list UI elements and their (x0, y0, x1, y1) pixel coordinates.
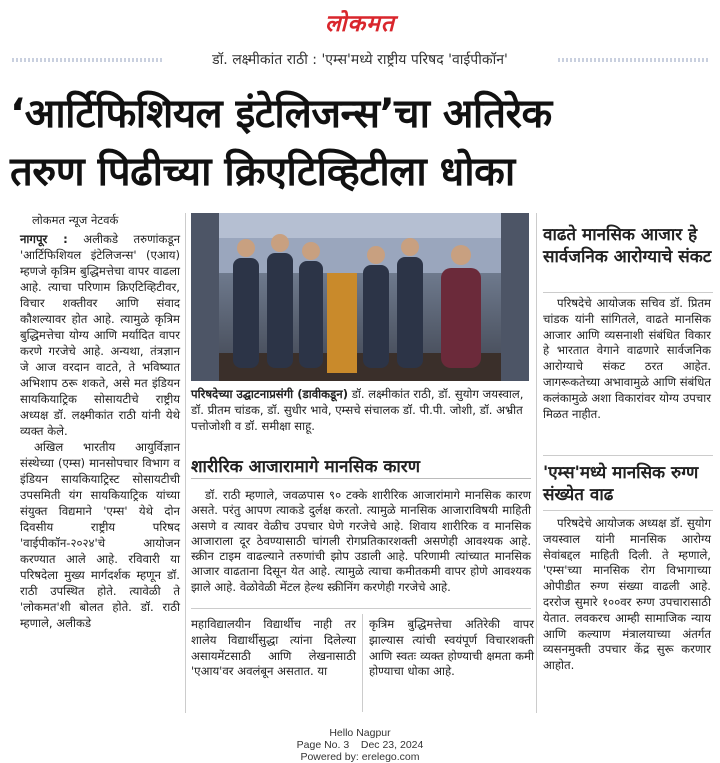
caption-lead: परिषदेच्या उद्घाटनाप्रसंगी (डावीकडून) (191, 387, 348, 401)
footer-page-date (0, 739, 720, 751)
lokmat-logo: लोकमत (324, 11, 396, 37)
right-subhead-1: वाढते मानसिक आजार हे सार्वजनिक आरोग्याचे संकट (543, 225, 712, 267)
kicker-bar (12, 47, 708, 73)
right-paragraph-2: परिषदेचे आयोजक अध्यक्ष डॉ. सुयोग जयस्वाल यांनी मानसिक आरोग्य सेवांबद्दल माहिती दिली. ते म्हणाले, 'एम्स'च्या मानसिक रोग विभागाच्या ओपीडीत रुग्ण संख्या वाढली आहे. दररोज सुमारे १००वर रुग्ण उपचारासाठी येतात. लवकरच आम्ही सामाजिक न्याय आणि कल्याण मंत्रालयाच्या अंतर्गत व्यसनमुक्ती उपचार केंद्र सुरू करणार आहोत. (543, 516, 711, 673)
column-divider (536, 213, 537, 713)
mid-column-a: महाविद्यालयीन विद्यार्थीच नाही तर शालेय विद्यार्थीसुद्धा त्यांना दिलेल्या असायमेंटसाठी आणि लेखनासाठी 'एआय'वर अवलंबून असतात. या (191, 617, 356, 679)
mid-column-b: कृत्रिम बुद्धिमत्तेचा अतिरेकी वापर झाल्यास त्यांची स्वयंपूर्ण विचारशक्ती आणि स्वतः व्यक्त होण्याची क्षमता कमी होण्याचा धोका आहे. (369, 617, 534, 679)
caption-text: डॉ. लक्ष्मीकांत राठी, डॉ. सुयोग जयस्वाल, डॉ. प्रीतम चांडक, डॉ. सुधीर भावे, एम्सचे संचालक डॉ. पी.पी. जोशी, डॉ. अभ्रीत पत्तोजोशी व डॉ. समीक्षा साहू. (191, 387, 524, 433)
headline-line-1: ‘आर्टिफिशियल इंटेलिजन्स’चा अतिरेक (10, 91, 552, 137)
right-divider (543, 292, 713, 293)
event-photo (191, 213, 529, 381)
headline-line-2: तरुण पिढीच्या क्रिएटिव्हिटीला धोका (10, 149, 515, 195)
kicker: डॉ. लक्ष्मीकांत राठी : 'एम्स'मध्ये राष्ट्रीय परिषद 'वाईपीकॉन' (212, 52, 508, 68)
byline: लोकमत न्यूज नेटवर्क (32, 213, 119, 227)
masthead (0, 6, 720, 38)
kicker-stripe-left (12, 58, 162, 62)
paragraph-2: अखिल भारतीय आयुर्विज्ञान संस्थेच्या (एम्स) मानसोपचार विभाग व इंडियन सायकियाट्रिस्ट सोसायटीची उपसमिती यंग सायकियाट्रिक यांच्या संयुक्त विद्यमाने 'एम्स' येथे दोन दिवसीय राष्ट्रीय परिषद 'वाईपीकॉन-२०२४'चे आयोजन करण्यात आले आहे. रविवारी या परिषदेला मुख्य मार्गदर्शक म्हणून डॉ. राठी उपस्थित होते. त्यावेळी ते 'लोकमत'शी बोलत होते. डॉ. राठी म्हणाले, अलीकडे (20, 440, 180, 630)
paragraph-1-text: अलीकडे तरुणांकडून 'आर्टिफिशियल इंटेलिजन्स' (एआय) म्हणजे कृत्रिम बुद्धिमत्तेचा वापर वाढला आहे. त्याचा परिणाम क्रिएटिव्हिटीवर, विचार शक्तीवर आणि संवाद कौशल्यावर होत आहे. त्यामुळे कृत्रिम बुद्धिमत्तेचा योग्य आणि मर्यादित वापर करणे गरजेचे आहे. अन्यथा, तंत्रज्ञान जे आज वरदान वाटते, ते भविष्यात अभिशाप ठरू शकते, असे मत इंडियन सायकियाट्रिक सोसायटीचे राष्ट्रीय अध्यक्ष डॉ. लक्ष्मीकांत राठी यांनी येथे व्यक्त केले. (20, 232, 181, 438)
mid-column-divider (362, 614, 363, 712)
right-body-2 (543, 516, 711, 674)
right-body-1 (543, 296, 711, 422)
footer-page: Page No. 3 (296, 739, 350, 751)
story-column-1 (20, 231, 180, 631)
photo-caption (191, 386, 531, 434)
footer-edition: Hello Nagpur (329, 727, 391, 739)
right-subhead-2: 'एम्स'मध्ये मानसिक रुग्ण संख्येत वाढ (543, 463, 699, 505)
mid-divider (191, 608, 531, 609)
dateline: नागपूर : (20, 232, 68, 246)
paragraph-1 (20, 231, 180, 439)
footer-date: Dec 23, 2024 (360, 739, 424, 751)
mid-body (191, 488, 531, 595)
page-footer (0, 727, 720, 763)
photo-illustration (191, 213, 529, 381)
column-divider (185, 213, 186, 713)
mid-paragraph: डॉ. राठी म्हणाले, जवळपास ९० टक्के शारीरिक आजारांमागे मानसिक कारण असते. परंतु आपण त्याकडे दुर्लक्ष करतो. त्यामुळे मानसिक आजाराविषयी माहिती असणे व त्यावर वेळीच उपचार घेणे गरजेचे आहे. शिवाय शारीरिक व मानसिक आजाराला दूर ठेवण्यासाठी चांगली रोगप्रतिकारशक्ती असणेही आवश्यक आहे. स्क्रीन टाइम वाढल्याने तरुणांची झोप उडाली आहे. परिणामी त्यांच्यात मानसिक आजार वाढताना दिसून येत आहे. त्यामुळे त्याचा कमीतकमी वापर होणे आवश्यक झाले आहे. वेळोवेळी मेंटल हेल्थ स्क्रीनिंग करणेही गरजेचे आहे. (191, 488, 531, 594)
right-divider (543, 455, 713, 456)
mid-subhead: शारीरिक आजारामागे मानसिक कारण (191, 456, 531, 479)
kicker-stripe-right (558, 58, 708, 62)
right-divider (543, 510, 713, 511)
footer-powered: Powered by: erelego.com (300, 751, 420, 763)
right-paragraph-1: परिषदेचे आयोजक सचिव डॉ. प्रितम चांडक यांनी सांगितले, वाढते मानसिक आजार आणि व्यसनाशी संबंधित विकार हे भारतात वेगाने वाढणारे सार्वजनिक आरोग्याचे संकट ठरत आहेत. जागरूकतेच्या अभावामुळे आणि संबंधित कलंकामुळे अशा विकारांवर योग्य उपचार मिळत नाहीत. (543, 296, 711, 421)
